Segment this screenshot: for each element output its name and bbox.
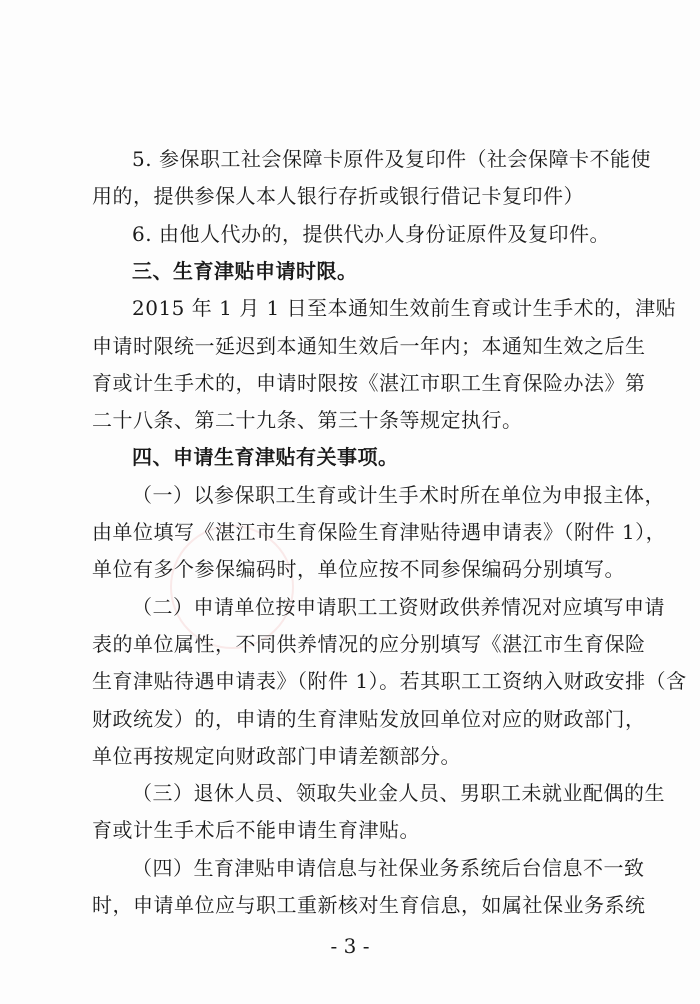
text-line-s3-a: 2015 年 1 月 1 日至本通知生效前生育或计生手术的，津贴: [132, 296, 677, 320]
text-line-s4-3a: （三）退休人员、领取失业金人员、男职工未就业配偶的生: [132, 781, 665, 805]
text-line-item5-a: 5. 参保职工社会保障卡原件及复印件（社会保障卡不能使: [132, 147, 651, 171]
section-heading-4: 四、申请生育津贴有关事项。: [132, 445, 399, 469]
text-line-s4-3b: 育或计生手术后不能申请生育津贴。: [92, 818, 420, 842]
text-line-s4-2b: 表的单位属性，不同供养情况的应分别填写《湛江市生育保险: [92, 632, 646, 656]
text-line-s3-c: 育或计生手术的，申请时限按《湛江市职工生育保险办法》第: [92, 371, 646, 395]
text-line-item6: 6. 由他人代办的，提供代办人身份证原件及复印件。: [132, 222, 610, 246]
text-line-s3-b: 申请时限统一延迟到本通知生效后一年内；本通知生效之后生: [92, 334, 646, 358]
text-line-item5-b: 用的，提供参保人本人银行存折或银行借记卡复印件）: [92, 184, 584, 208]
page-number: - 3 -: [330, 934, 370, 958]
text-line-s4-1c: 单位有多个参保编码时，单位应按不同参保编码分别填写。: [92, 557, 625, 581]
text-line-s4-2a: （二）申请单位按申请职工工资财政供养情况对应填写申请: [132, 595, 665, 619]
text-line-s3-d: 二十八条、第二十九条、第三十条等规定执行。: [92, 408, 523, 432]
text-line-s4-4b: 时，申请单位应与职工重新核对生育信息，如属社保业务系统: [92, 893, 646, 917]
text-line-s4-2c: 生育津贴待遇申请表》（附件 1）。若其职工工资纳入财政安排（含: [92, 669, 687, 693]
text-line-s4-2d: 财政统发）的，申请的生育津贴发放回单位对应的财政部门，: [92, 707, 646, 731]
text-line-s4-1b: 由单位填写《湛江市生育保险生育津贴待遇申请表》（附件 1），: [92, 520, 667, 544]
section-heading-3: 三、生育津贴申请时限。: [132, 259, 358, 283]
text-line-s4-4a: （四）生育津贴申请信息与社保业务系统后台信息不一致: [132, 856, 645, 880]
text-line-s4-1a: （一）以参保职工生育或计生手术时所在单位为申报主体，: [132, 483, 665, 507]
text-line-s4-2e: 单位再按规定向财政部门申请差额部分。: [92, 744, 461, 768]
